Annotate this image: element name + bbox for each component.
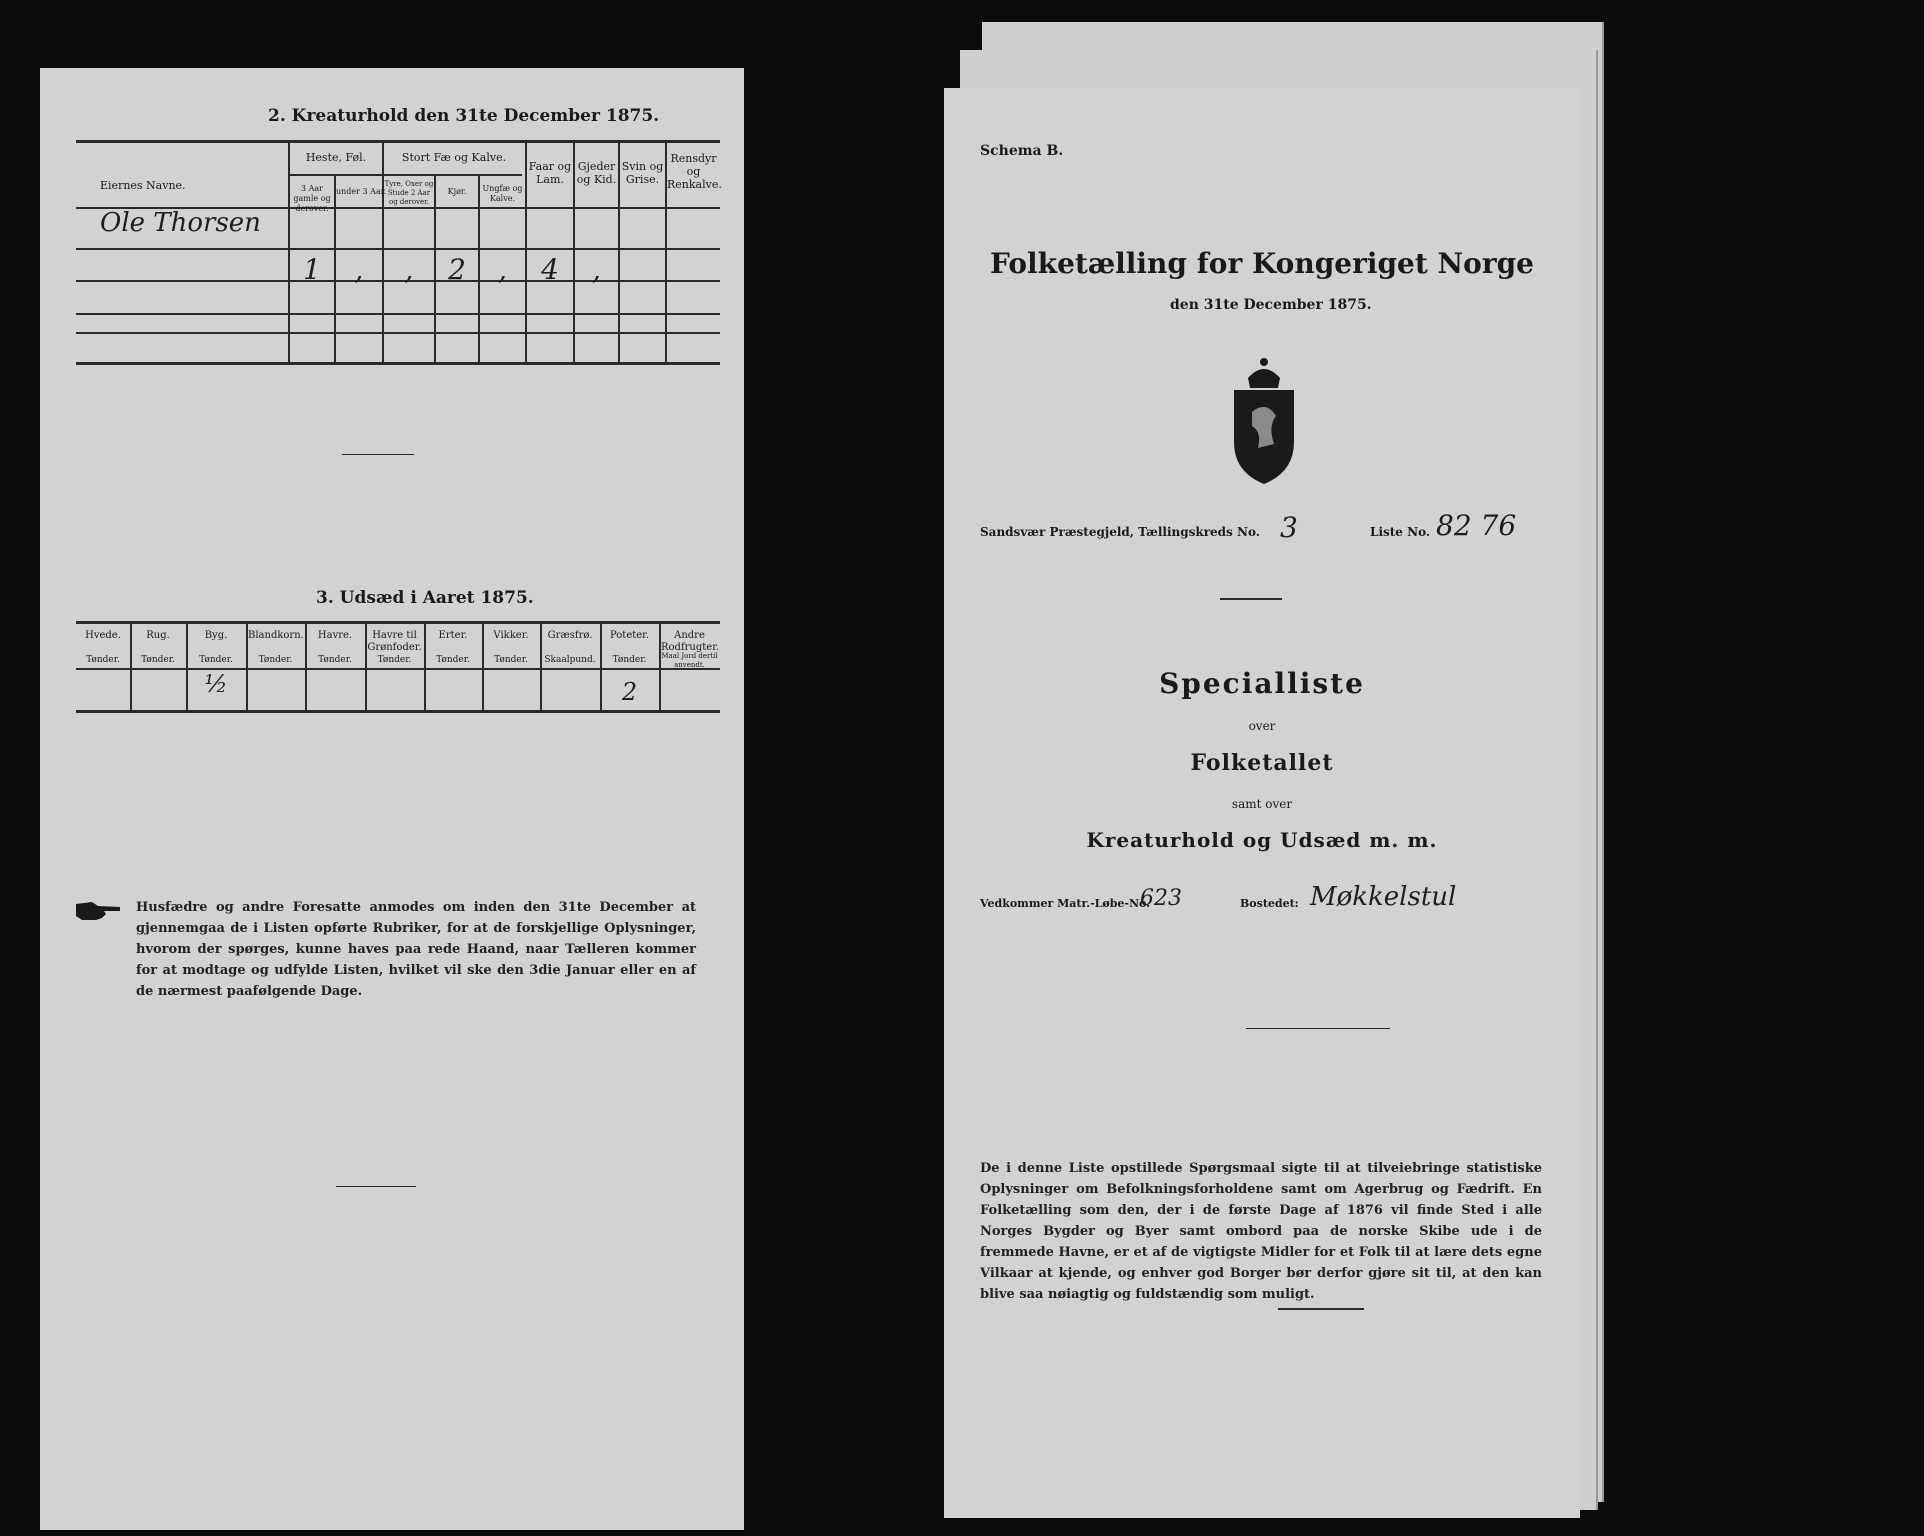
census-date: den 31te December 1875. (1170, 297, 1372, 313)
seed-header-unit: Tønder. (436, 655, 470, 665)
notice-text: Husfædre og andre Foresatte anmodes om inden den 31te December at gjennemgaa de i Listen opførte Rubriker, for at de forskjellige Oplysninger, hvorom der spørges, kunne haves paa rede Haand, naar Tælleren kommer for at modtage og udfylde Listen, hvilket vil ske den 3die Januar eller en af de nærmest paafølgende Dage. (136, 900, 696, 999)
seed-header-name: Hvede. (85, 630, 121, 641)
cell-cattle-cows: 2 (448, 253, 466, 286)
seed-cell: ½ (204, 670, 228, 698)
seed-header-name: Erter. (438, 630, 468, 641)
title-divider (1220, 598, 1282, 600)
bottom-divider (336, 1186, 416, 1187)
seed-header-unit: Tønder. (612, 655, 647, 665)
seed-header-unit: Skaalpund. (544, 655, 596, 665)
seed-header-unit: Tønder. (199, 655, 233, 665)
liste-number: 82 76 (1436, 509, 1517, 542)
seed-header-unit: Tønder. (494, 655, 528, 665)
parish-label: Sandsvær Præstegjeld, Tællingskreds No. (980, 525, 1260, 539)
header-cattle: Stort Fæ og Kalve. (401, 151, 507, 164)
header-cattle-oxen: Tyre, Oxer og Stude 2 Aar og derover. (384, 180, 434, 206)
cell-sheep: 4 (541, 253, 559, 286)
pointing-hand-icon (74, 898, 122, 928)
seed-header-name: Byg. (204, 630, 228, 641)
cell-horses-under3: , (354, 253, 364, 286)
header-goats: Gjeder og Kid. (576, 160, 617, 186)
seed-header-unit: Tønder. (258, 655, 293, 665)
divider (342, 454, 414, 455)
folketallet: Folketallet (1190, 750, 1334, 776)
header-reindeer: Rensdyr og Renkalve. (667, 152, 722, 191)
bosted-value: Møkkelstul (1310, 882, 1457, 912)
owner-name: Ole Thorsen (100, 208, 261, 238)
seed-header-name: Græsfrø. (547, 630, 593, 641)
matr-number: 623 (1140, 886, 1182, 911)
seed-header-name: Andre Rodfrugter. (661, 630, 720, 653)
seed-header-name: Blandkorn. (248, 630, 304, 641)
seed-cell: 2 (621, 678, 638, 706)
mid-divider (1246, 1028, 1390, 1029)
header-pigs: Svin og Grise. (621, 160, 664, 186)
coat-of-arms-icon (1228, 356, 1300, 490)
seed-header-name: Havre til Grønfoder. (367, 630, 422, 653)
schema-label: Schema B. (980, 143, 1064, 159)
over-1: over (1248, 719, 1276, 733)
header-cattle-cows: Kjør. (447, 187, 467, 196)
seed-header-name: Poteter. (609, 630, 650, 641)
header-horses-3: 3 Aar gamle og derover. (293, 184, 331, 213)
liste-label: Liste No. (1370, 525, 1431, 539)
seed-header-unit: Maal Jord dertil anvendt. (661, 652, 718, 669)
cell-cattle-young: , (498, 253, 507, 286)
intro-paragraph: De i denne Liste opstillede Spørgsmaal sigte til at tilveiebringe statistiske Oplysninger om Befolkningsforholdene samt om Agerbrug og Fædrift. En Folketælling som den, der i de første Dage af 1876 vil finde Sted i alle Norges Bygder og Byer samt ombord paa de norske Skibe ude i de fremmede Havne, er et af de vigtigste Midler for et Folk til at lære dets egne Vilkaar at kjende, og enhver god Borger bør derfor gjøre sit til, at den kan blive saa nøiagtig og fuldstændig som muligt. (980, 1161, 1542, 1302)
cell-horses-3: 1 (303, 253, 321, 286)
left-page (40, 68, 744, 1530)
seed-header-unit: Tønder. (377, 655, 412, 665)
kreaturhold-title: Kreaturhold og Udsæd m. m. (1086, 828, 1438, 852)
section3-title: 3. Udsæd i Aaret 1875. (316, 588, 534, 608)
seed-header-name: Havre. (317, 630, 353, 641)
main-title: Folketælling for Kongeriget Norge (990, 247, 1534, 280)
header-horses-under3: under 3 Aar. (336, 187, 387, 196)
samt-over: samt over (1231, 797, 1293, 811)
specialliste-title: Specialliste (1159, 667, 1365, 700)
section2-title: 2. Kreaturhold den 31te December 1875. (268, 106, 660, 126)
cell-goats: , (592, 253, 601, 286)
seed-header-name: Rug. (146, 630, 170, 641)
seed-header-unit: Tønder. (318, 655, 352, 665)
bosted-label: Bostedet: (1240, 897, 1299, 910)
seed-header-unit: Tønder. (141, 655, 175, 665)
seed-header-name: Vikker. (493, 630, 529, 641)
kreds-number: 3 (1280, 511, 1298, 544)
matr-label: Vedkommer Matr.-Løbe-No. (980, 897, 1150, 910)
cell-cattle-oxen: , (404, 253, 414, 286)
end-divider (1278, 1308, 1364, 1310)
seed-header-unit: Tønder. (86, 655, 120, 665)
right-page (944, 88, 1580, 1518)
header-cattle-young: Ungfæ og Kalve. (482, 184, 523, 203)
header-owner: Eiernes Navne. (100, 179, 186, 192)
header-horses: Heste, Føl. (305, 151, 367, 164)
header-sheep: Faar og Lam. (528, 160, 572, 186)
